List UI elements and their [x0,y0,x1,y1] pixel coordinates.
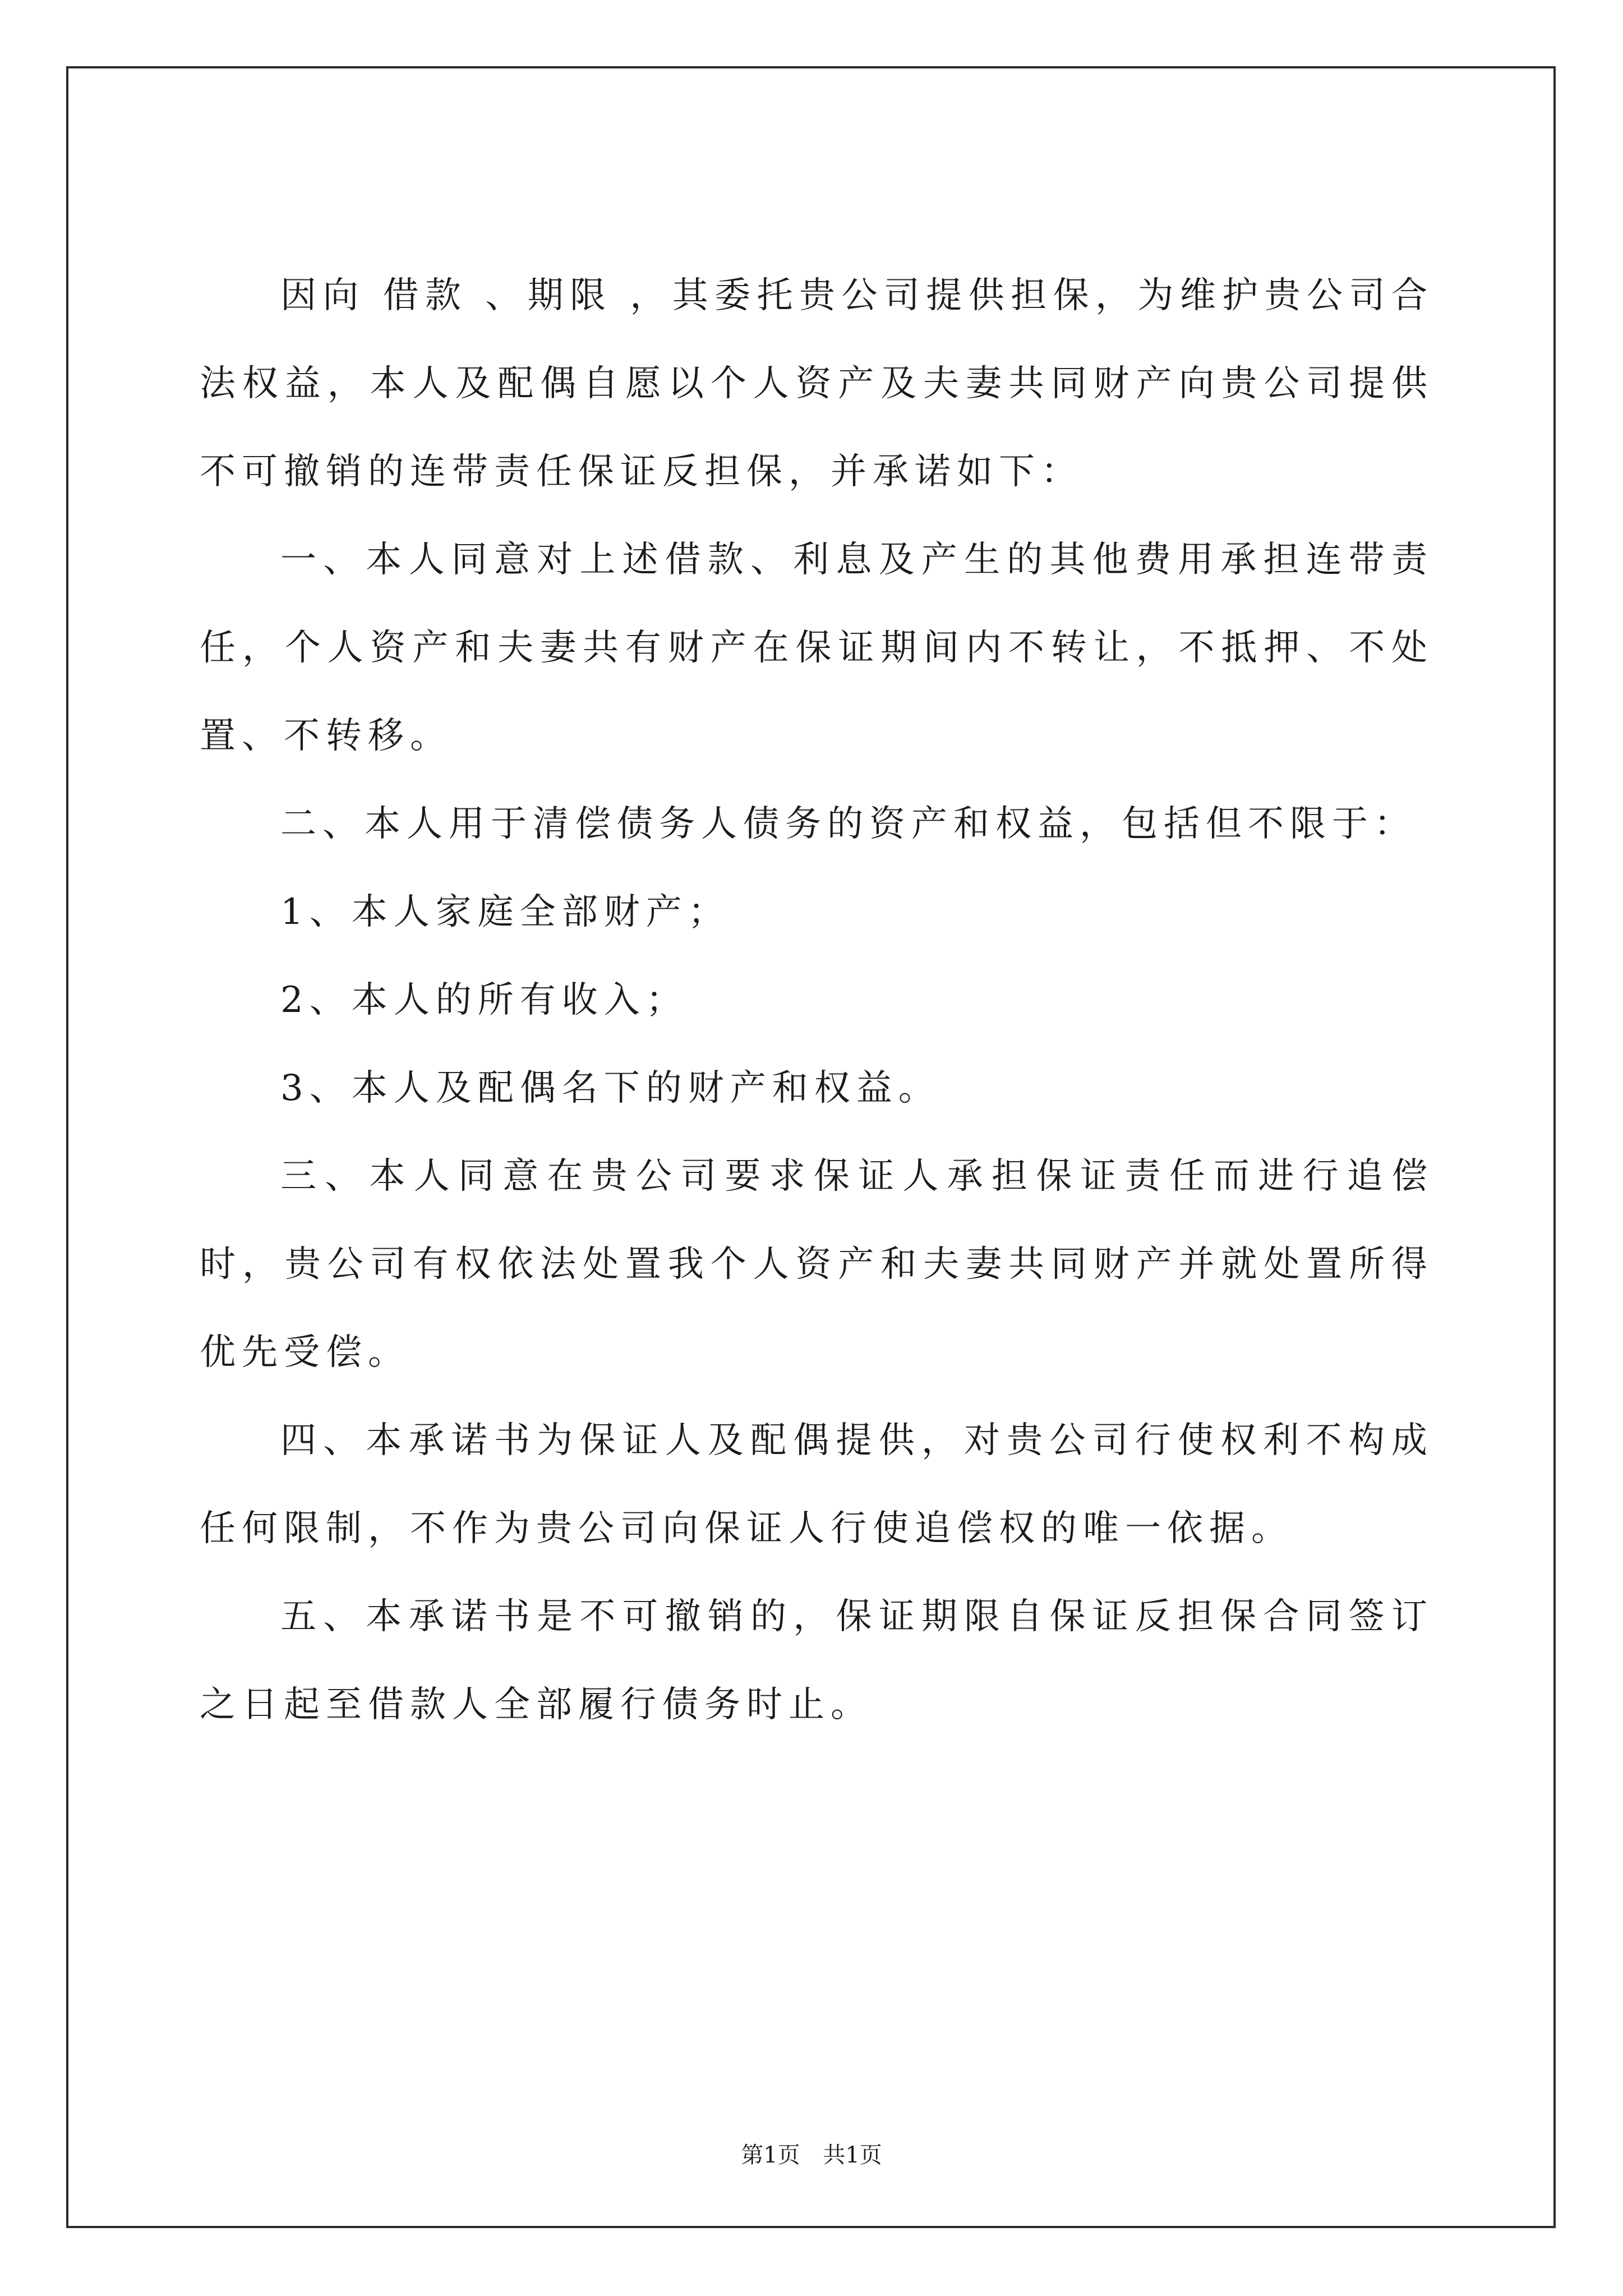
paragraph-item-1: 1、本人家庭全部财产； [280,891,730,933]
page-number-current: 第1页 [741,2142,800,2168]
paragraph-item-2: 2、本人的所有收入； [280,979,688,1021]
paragraph-clause-1: 一、本人同意对上述借款、利息及产生的其他费用承担连带责任，个人资产和夫妻共有财产在保证期间内不转让，不抵押、不处置、不转移。 [200,539,1433,757]
paragraph-clause-2: 二、本人用于清偿债务人债务的资产和权益，包括但不限于： [280,803,1416,845]
paragraph-clause-5: 五、本承诺书是不可撤销的，保证期限自保证反担保合同签订之日起至借款人全部履行债务时止。 [200,1596,1433,1726]
paragraph-clause-4: 四、本承诺书为保证人及配偶提供，对贵公司行使权利不构成任何限制，不作为贵公司向保证人行使追偿权的唯一依据。 [200,1420,1433,1549]
page-footer [0,2137,1623,2169]
paragraph-intro: 因向 借款 、期限 ，其委托贵公司提供担保，为维护贵公司合法权益，本人及配偶自愿以个人资产及夫妻共同财产向贵公司提供不可撤销的连带责任保证反担保，并承诺如下： [200,275,1433,493]
paragraph-item-3: 3、本人及配偶名下的财产和权益。 [280,1068,940,1109]
page-number-total: 共1页 [823,2142,882,2168]
paragraph-clause-3: 三、本人同意在贵公司要求保证人承担保证责任而进行追偿时，贵公司有权依法处置我个人资产和夫妻共同财产并就处置所得优先受偿。 [200,1156,1433,1373]
